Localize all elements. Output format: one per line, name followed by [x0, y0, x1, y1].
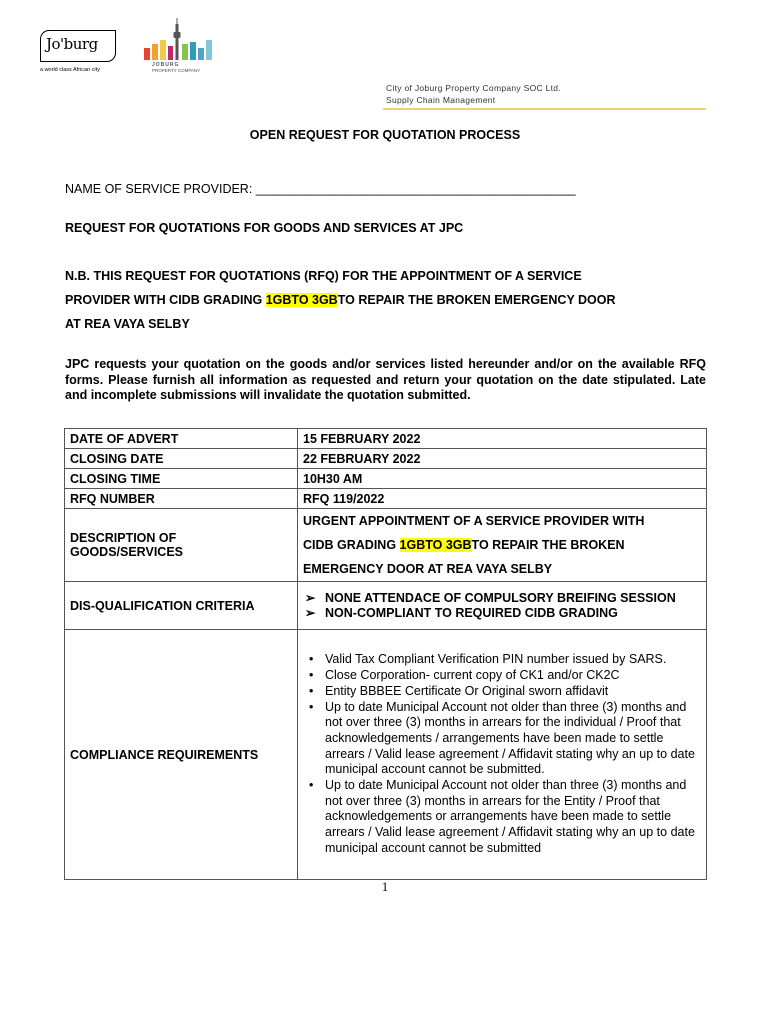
disqualification-value	[298, 582, 707, 630]
joburg-logo-tagline: a world class African city	[40, 67, 100, 73]
description-line-2-pre: CIDB GRADING	[303, 538, 400, 552]
compliance-value	[298, 630, 707, 880]
rfq-number-label: RFQ NUMBER	[65, 489, 298, 509]
service-provider-label: NAME OF SERVICE PROVIDER:	[65, 182, 253, 196]
compliance-list	[303, 652, 701, 856]
intro-paragraph: JPC requests your quotation on the goods and/or services listed hereunder and/or on the available RFQ forms. Please furnish all information as requested and return your quotation on the date stipulated. Late and incomplete submissions will invalidate the quotation submitted.	[65, 357, 706, 402]
advert-date-value: 15 FEBRUARY 2022	[298, 429, 707, 449]
nb-line-2-post: TO REPAIR THE BROKEN EMERGENCY DOOR	[337, 293, 616, 307]
request-title: REQUEST FOR QUOTATIONS FOR GOODS AND SERVICES AT JPC	[65, 221, 464, 235]
list-item: • Close Corporation- current copy of CK1 and/or CK2C	[303, 668, 701, 684]
nb-line-3: AT REA VAYA SELBY	[65, 317, 190, 331]
description-line-2	[303, 533, 701, 557]
description-line-2-post: TO REPAIR THE BROKEN	[471, 538, 625, 552]
description-line-3: EMERGENCY DOOR AT REA VAYA SELBY	[303, 562, 553, 576]
advert-date-label: DATE OF ADVERT	[65, 429, 298, 449]
company-header	[386, 83, 561, 106]
document-title: OPEN REQUEST FOR QUOTATION PROCESS	[249, 128, 521, 142]
closing-time-value: 10H30 AM	[298, 469, 707, 489]
table-row	[65, 469, 707, 489]
table-row	[65, 489, 707, 509]
arrow-bullet-icon: ➢	[305, 590, 316, 605]
list-item: • Up to date Municipal Account not older than three (3) months and not over three (3) months in arrears for the individual / Proof that acknowledgements / arrangements have been made to settle arrears / Valid lease agreement / Affidavit stating why an up to date municipal account cannot be submitted.	[303, 700, 701, 779]
description-label: DESCRIPTION OF GOODS/SERVICES	[65, 509, 298, 582]
table-row	[65, 449, 707, 469]
company-department: Supply Chain Management	[386, 94, 496, 105]
company-name: City of Joburg Property Company SOC Ltd.	[386, 83, 561, 93]
closing-date-value: 22 FEBRUARY 2022	[298, 449, 707, 469]
closing-date-label: CLOSING DATE	[65, 449, 298, 469]
nb-line-2	[65, 288, 715, 312]
jpc-logo-subtitle: PROPERTY COMPANY	[152, 68, 201, 73]
table-row	[65, 509, 707, 582]
table-row	[65, 582, 707, 630]
header-divider	[383, 108, 706, 110]
list-item: • Valid Tax Compliant Verification PIN number issued by SARS.	[303, 652, 701, 668]
table-row	[65, 429, 707, 449]
nb-line-2-pre: PROVIDER WITH CIDB GRADING	[65, 293, 266, 307]
table-row	[65, 630, 707, 880]
nb-grading-highlight: 1GBTO 3GB	[265, 293, 338, 307]
jpc-skyline-icon	[142, 18, 222, 62]
service-provider-line	[65, 182, 576, 196]
list-item: • Entity BBBEE Certificate Or Original sworn affidavit	[303, 684, 701, 700]
list-item: • Up to date Municipal Account not older than three (3) months and not over three (3) months in arrears for the Entity / Proof that acknowledgements or arrangements have been made to settle arrears / Valid lease agreement / Affidavit stating why an up to date municipal account cannot be submitted	[303, 778, 701, 857]
nb-notice	[65, 264, 715, 336]
rfq-number-value: RFQ 119/2022	[298, 489, 707, 509]
joburg-logo	[40, 30, 118, 74]
rfq-details-table	[64, 428, 707, 880]
description-grading-highlight: 1GBTO 3GB	[399, 538, 472, 552]
disqualification-list	[303, 591, 701, 621]
jpc-logo	[142, 18, 222, 76]
closing-time-label: CLOSING TIME	[65, 469, 298, 489]
description-line-1: URGENT APPOINTMENT OF A SERVICE PROVIDER WITH	[303, 514, 645, 528]
compliance-label: COMPLIANCE REQUIREMENTS	[65, 630, 298, 880]
description-value	[298, 509, 707, 582]
list-item: ➢ NONE ATTENDACE OF COMPULSORY BREIFING SESSION	[305, 590, 676, 605]
joburg-logo-word: Jo'burg	[46, 35, 98, 53]
arrow-bullet-icon: ➢	[305, 605, 316, 620]
service-provider-blank: ______________________________________________	[255, 182, 576, 196]
list-item: ➢ NON-COMPLIANT TO REQUIRED CIDB GRADING	[305, 605, 618, 620]
nb-line-1: N.B. THIS REQUEST FOR QUOTATIONS (RFQ) FOR THE APPOINTMENT OF A SERVICE	[65, 269, 582, 283]
disqualification-label: DIS-QUALIFICATION CRITERIA	[65, 582, 298, 630]
jpc-logo-name: JOBURG	[152, 62, 180, 68]
page-number: 1	[381, 879, 389, 894]
